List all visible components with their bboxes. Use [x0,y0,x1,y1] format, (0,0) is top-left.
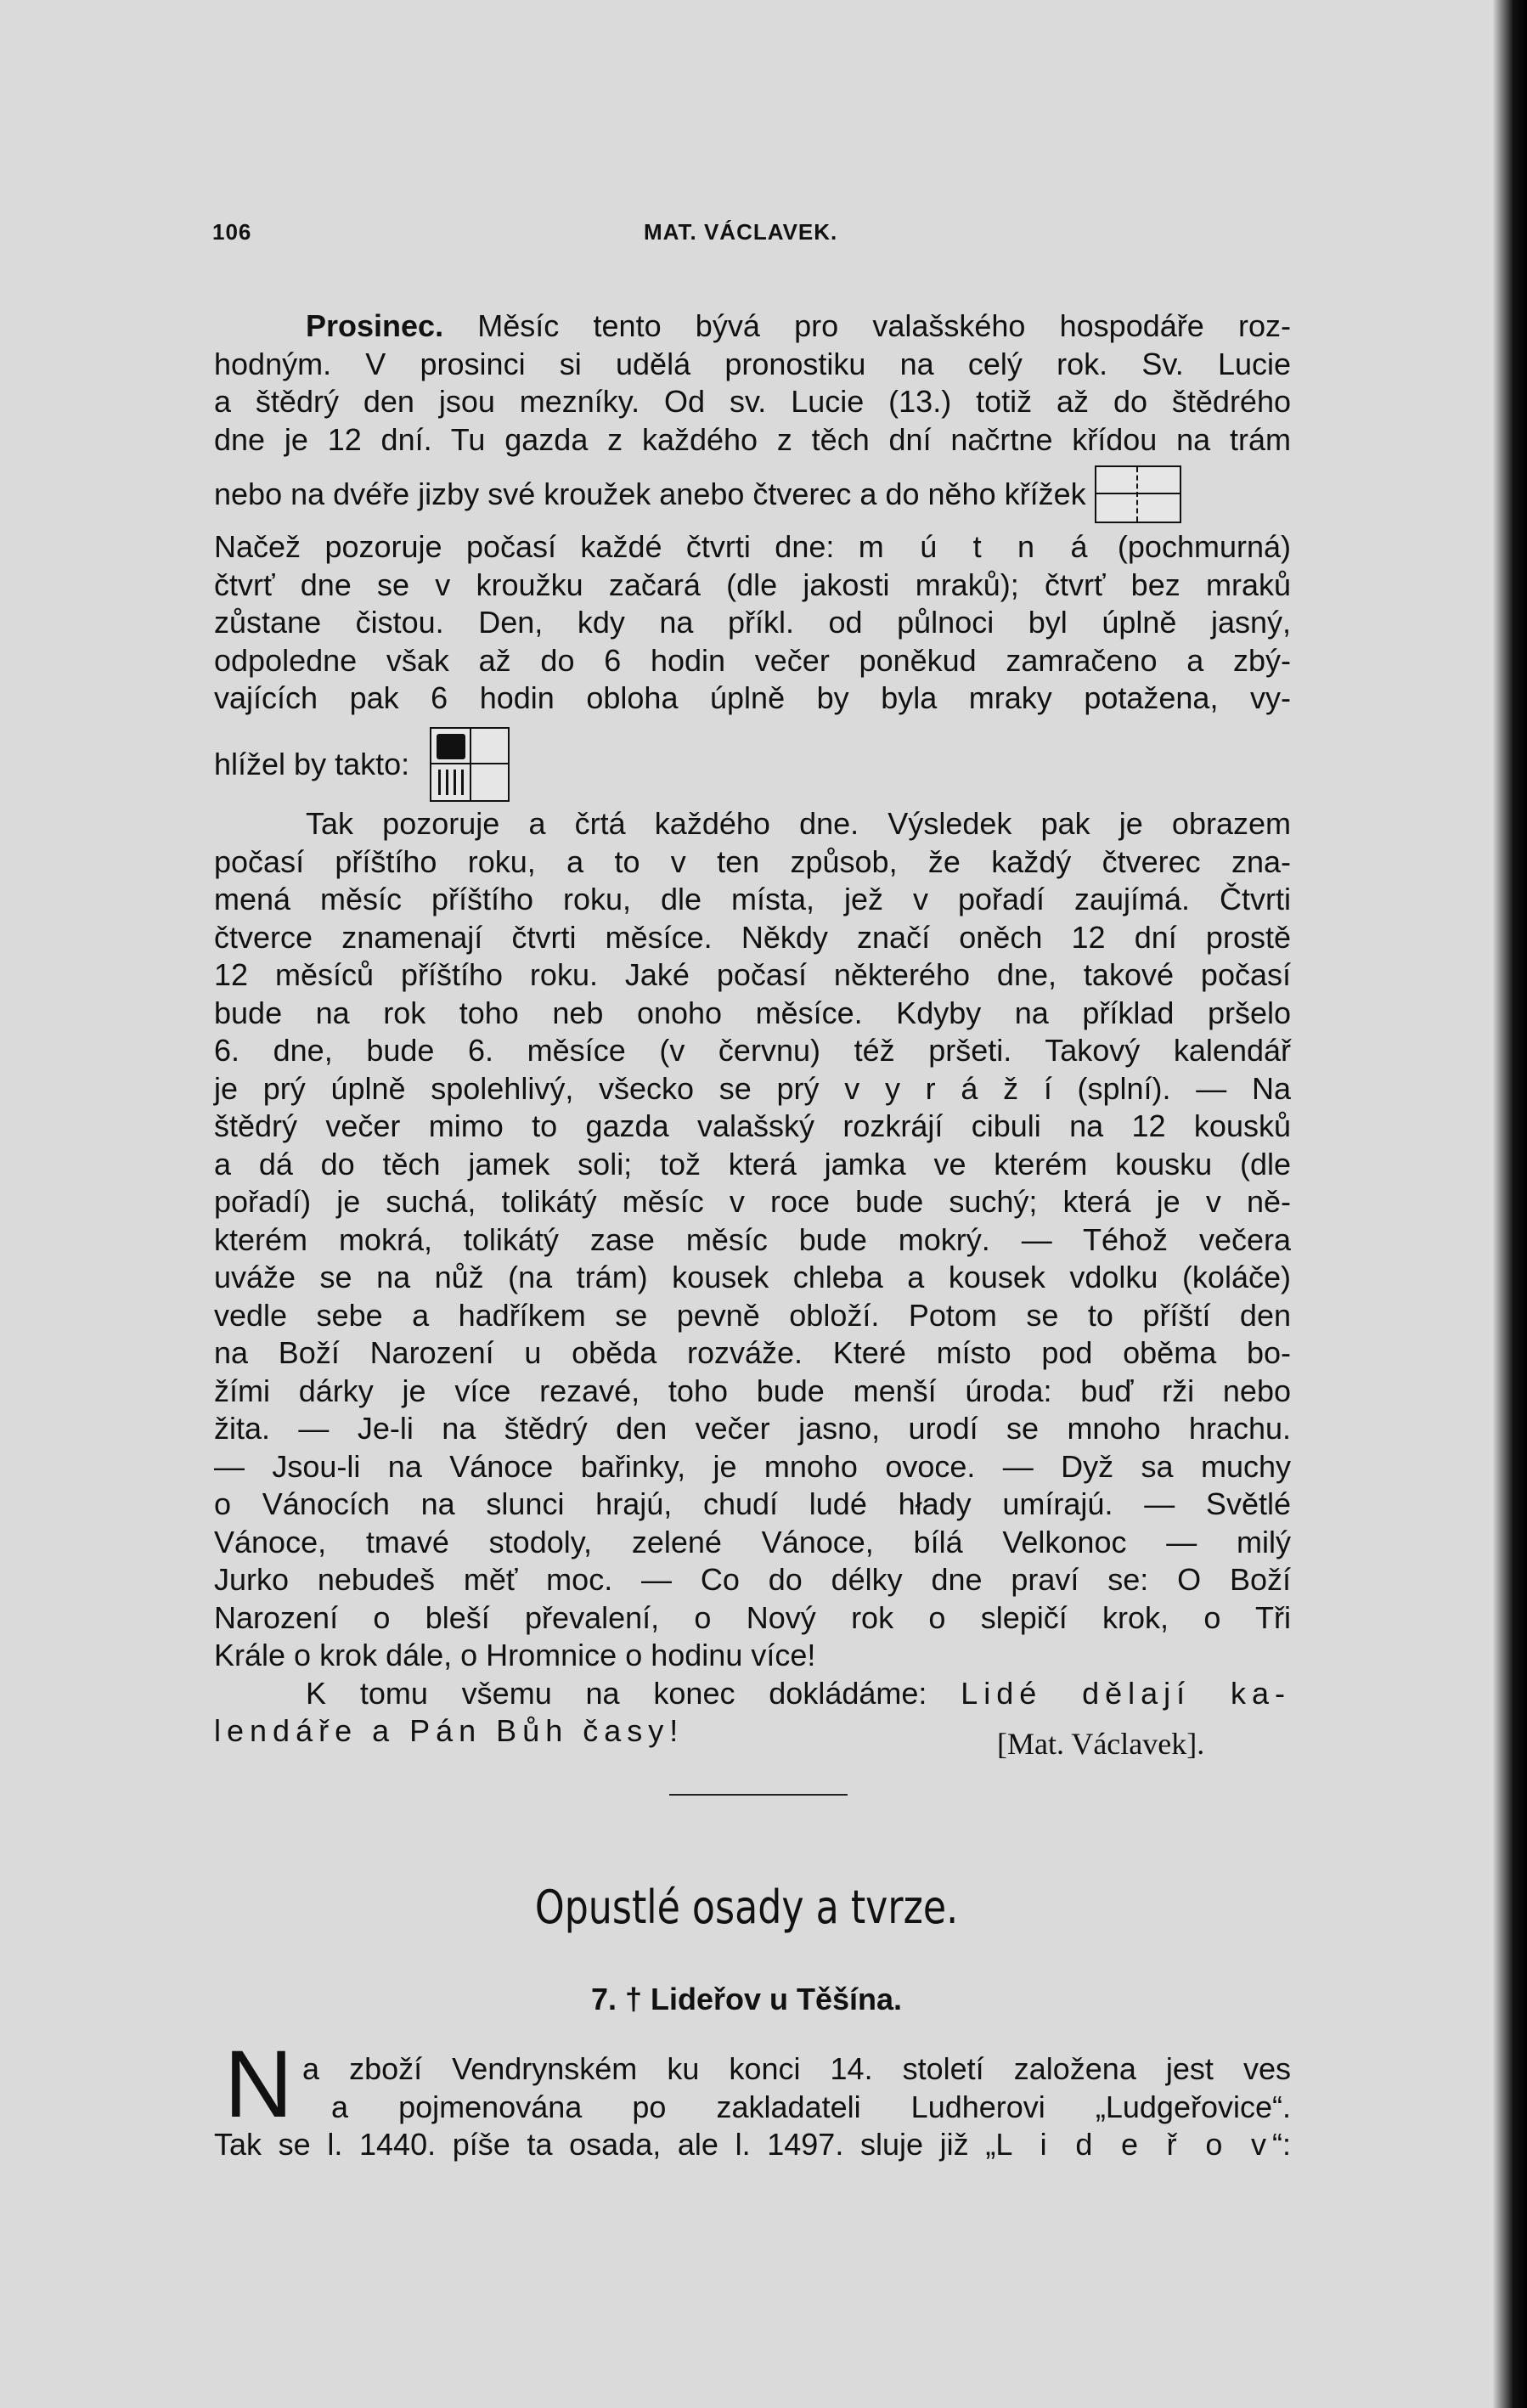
spaced-word: m ú t n á [858,529,1094,564]
spaced-name: L i d e ř o v [995,2127,1273,2162]
icon-line-2 [214,727,1291,802]
section-title: Opustlé osady a tvrze. [534,1881,959,1934]
spaced-phrase: Lidé dělají ka- [961,1675,1292,1711]
drop-cap: N [224,2031,293,2137]
paragraph-prosinec [214,307,1291,459]
scan-edge [1493,0,1527,2408]
text-line: — Jsou-li na Vánoce bařinky, je mnoho ovoce. — Dyž sa muchy [214,1448,1291,1484]
lead-word: Prosinec. [306,308,444,343]
text-line: čtverce znamenají čtvrti měsíce. Někdy značí oněch 12 dní prostě [214,919,1291,955]
text-line: Načež pozoruje počasí každé čtvrti dne: m ú t n á (pochmurná) [214,529,1291,564]
text-line: na Boží Narození u oběda rozváže. Které místo pod oběma bo- [214,1335,1291,1370]
spaced-phrase: lendáře a Pán Bůh časy! [214,1713,685,1748]
text-line: 6. dne, bude 6. měsíce (v červnu) též pršeti. Takový kalendář [214,1033,1291,1068]
running-header [212,219,1291,253]
text-line: počasí příštího roku, a to v ten způsob, že každý čtverec zna- [214,843,1291,879]
paragraph-vysledek [214,805,1291,1751]
text-line: a zboží Vendrynském ku konci 14. století založena jest ves [302,2051,1291,2086]
text-line: štědrý večer mimo to gazda valašský rozkrájí cibuli na 12 kousků [214,1108,1291,1143]
text-line: Vánoce, tmavé stodoly, zelené Vánoce, bílá Velkonoc — milý [214,1524,1291,1559]
text-line: K tomu všemu na konec dokládáme: Lidé dělají ka- [306,1675,1292,1711]
weather-grid-icon [430,727,510,802]
text-line: vedle sebe a hadříkem se pevně obloží. Potom se to příští den [214,1297,1291,1333]
text-line: Jurko nebudeš měť moc. — Co do délky dne praví se: O Boží [214,1562,1291,1597]
text-line: a štědrý den jsou mezníky. Od sv. Lucie (13.) totiž až do štědrého [214,384,1291,419]
text-line: žími dárky je více rezavé, toho bude menší úroda: buď rži nebo [214,1373,1291,1408]
text-line: bude na rok toho neb onoho měsíce. Kdyby na příklad pršelo [214,995,1291,1030]
cross-square-icon [1095,465,1181,523]
subsection-title: 7. † Lideřov u Těšína. [590,1982,903,2016]
page-number: 106 [212,219,252,245]
running-title: MAT. VÁCLAVEK. [644,219,838,245]
text-line: mená měsíc příštího roku, dle místa, jež v pořadí zaujímá. Čtvrti [214,882,1291,916]
paragraph-pozorovani [214,528,1291,718]
text-line: Tak pozoruje a črtá každého dne. Výsledek pak je obrazem [306,806,1291,841]
text-line: a pojmenována po zakladateli Ludherovi „Ludgeřovice“. [331,2089,1291,2124]
text-line: Prosinec. Měsíc tento bývá pro valašského hospodáře roz- [306,308,1291,343]
paragraph-liderov [214,2050,1291,2164]
text-line: 12 měsíců příštího roku. Jaké počasí některého dne, takové počasí [214,957,1291,992]
icon-line-1 [214,465,1291,523]
text-line: uváže se na nůž (na trám) kousek chleba a kousek vdolku (koláče) [214,1260,1291,1294]
text-line: pořadí) je suchá, tolikátý měsíc v roce bude suchý; která je v ně- [214,1184,1291,1219]
text-line: vajících pak 6 hodin obloha úplně by byla mraky potažena, vy- [214,680,1291,715]
text-line: Krále o krok dále, o Hromnice o hodinu více! [214,1638,816,1672]
text-line: je prý úplně spolehlivý, všecko se prý v y r á ž í (splní). — Na [214,1070,1291,1106]
text-line: a dá do těch jamek soli; tož která jamka ve kterém kousku (dle [214,1146,1291,1181]
text-line: Tak se l. 1440. píše ta osada, ale l. 1497. sluje již „L i d e ř o v“: [214,2127,1292,2162]
text-line: dne je 12 dní. Tu gazda z každého z těch dní načrtne křídou na trám [214,421,1291,457]
text-line: žita. — Je-li na štědrý den večer jasno, urodí se mnoho hrachu. [214,1411,1291,1446]
text-line: odpoledne však až do 6 hodin večer poněkud zamračeno a zbý- [214,642,1291,678]
text-line: zůstane čistou. Den, kdy na příkl. od půlnoci byl úplně jasný, [214,605,1291,640]
text-line: hlížel by takto: [214,746,410,781]
text-line: o Vánocích na slunci hrajú, chudí ludé hłady umírajú. — Světlé [214,1486,1291,1521]
text-line: čtvrť dne se v kroužku začará (dle jakosti mraků); čtvrť bez mraků [214,567,1291,602]
text-line: Narození o bleší převalení, o Nový rok o slepičí krok, o Tři [214,1599,1291,1635]
text-line: hodným. V prosinci si udělá pronostiku na celý rok. Sv. Lucie [214,346,1291,381]
text-line: nebo na dvéře jizby své kroužek anebo čtverec a do něho křížek [214,476,1086,511]
signature: [Mat. Václavek]. [997,1727,1205,1761]
text-line: kterém mokrá, tolikátý zase měsíc bude mokrý. — Téhož večera [214,1221,1291,1257]
section-divider [669,1794,848,1796]
